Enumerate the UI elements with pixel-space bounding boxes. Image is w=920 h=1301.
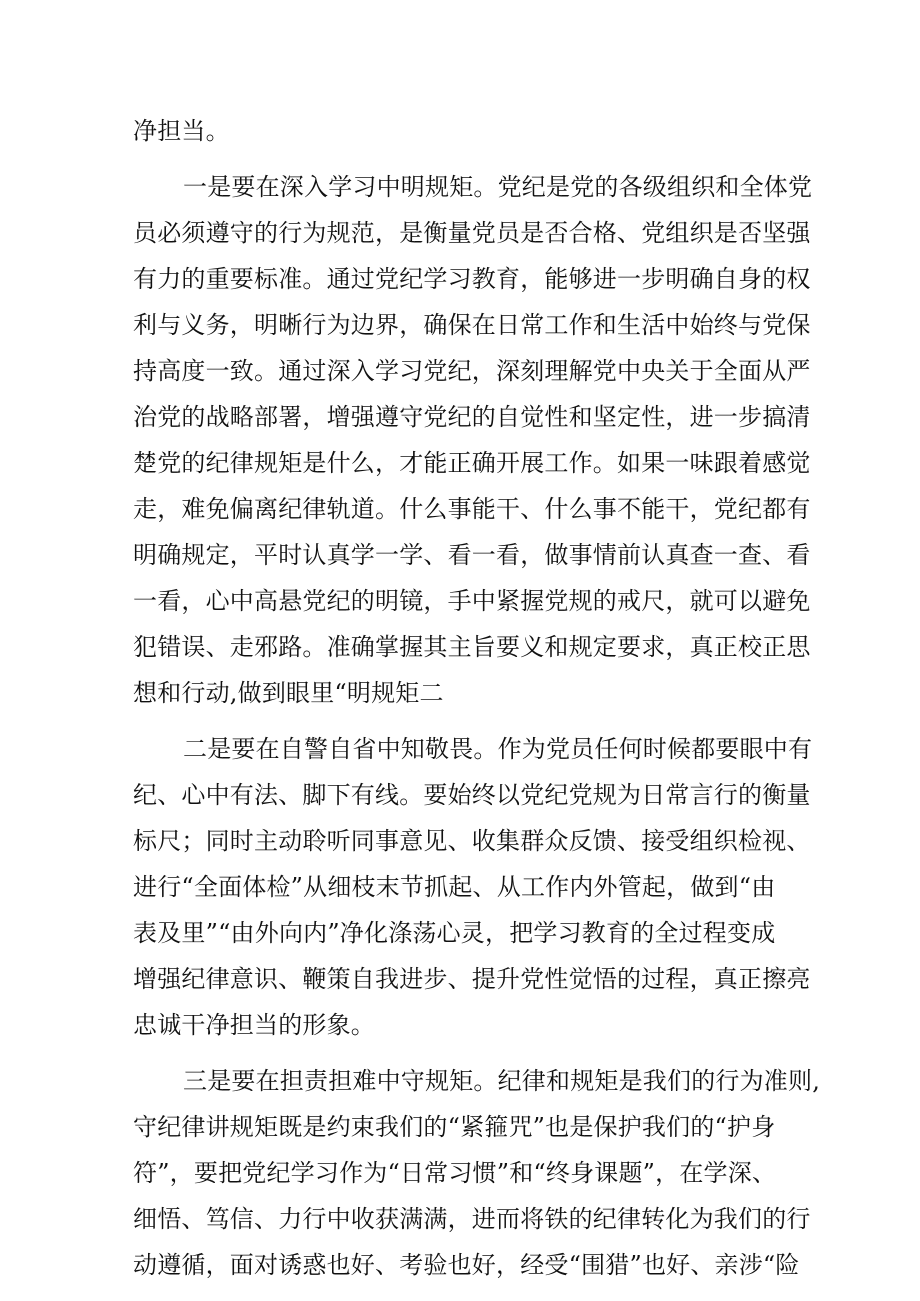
paragraph-3-first-line: 三是要在担责担难中守规矩。纪律和规矩是我们的行为准则, bbox=[183, 1067, 821, 1095]
text-line: 想和行动,做到眼里“明规矩二 bbox=[133, 679, 444, 707]
text-line: 持高度一致。通过深入学习党纪，深刻理解党中央关于全面从严 bbox=[133, 357, 811, 385]
text-line: 员必须遵守的行为规范，是衡量党员是否合格、党组织是否坚强 bbox=[133, 219, 811, 247]
text-line: 利与义务，明晰行为边界，确保在日常工作和生活中始终与党保 bbox=[133, 311, 811, 339]
text-line: 楚党的纪律规矩是什么，才能正确开展工作。如果一味跟着感觉 bbox=[133, 449, 811, 477]
text-line: 守纪律讲规矩既是约束我们的“紧箍咒”也是保护我们的“护身 bbox=[133, 1113, 776, 1141]
text-line: 走，难免偏离纪律轨道。什么事能干、什么事不能干，党纪都有 bbox=[133, 495, 811, 523]
text-line: 动遵循，面对诱惑也好、考验也好，经受“围猎”也好、亲涉“险 bbox=[133, 1251, 800, 1279]
text-line: 有力的重要标准。通过党纪学习教育，能够进一步明确自身的权 bbox=[133, 265, 811, 293]
text-line: 符”，要把党纪学习作为“日常习惯”和“终身课题”，在学深、 bbox=[133, 1159, 777, 1187]
text-line: 治党的战略部署，增强遵守党纪的自觉性和坚定性，进一步搞清 bbox=[133, 403, 811, 431]
text-line: 细悟、笃信、力行中收获满满，进而将铁的纪律转化为我们的行 bbox=[133, 1205, 811, 1233]
text-line: 明确规定，平时认真学一学、看一看，做事情前认真查一查、看 bbox=[133, 541, 811, 569]
paragraph-2-first-line: 二是要在自警自省中知敬畏。作为党员任何时候都要眼中有 bbox=[183, 735, 813, 763]
paragraph-1-first-line: 一是要在深入学习中明规矩。党纪是党的各级组织和全体党 bbox=[183, 173, 813, 201]
text-line: 表及里”“由外向内”净化涤荡心灵，把学习教育的全过程变成 bbox=[133, 919, 776, 947]
text-line: 纪、心中有法、脚下有线。要始终以党纪党规为日常言行的衡量 bbox=[133, 781, 811, 809]
text-line: 进行“全面体检”从细枝末节抓起、从工作内外管起，做到“由 bbox=[133, 873, 776, 901]
document-body bbox=[133, 108, 821, 1288]
text-line: 忠诚干净担当的形象。 bbox=[133, 1011, 375, 1039]
text-line: 净担当。 bbox=[133, 117, 230, 145]
text-line: 标尺；同时主动聆听同事意见、收集群众反馈、接受组织检视、 bbox=[133, 827, 811, 855]
text-line: 犯错误、走邪路。准确掌握其主旨要义和规定要求，真正校正思 bbox=[133, 633, 811, 661]
text-line: 增强纪律意识、鞭策自我进步、提升党性觉悟的过程，真正擦亮 bbox=[133, 965, 811, 993]
text-line: 一看，心中高悬党纪的明镜，手中紧握党规的戒尺，就可以避免 bbox=[133, 587, 811, 615]
